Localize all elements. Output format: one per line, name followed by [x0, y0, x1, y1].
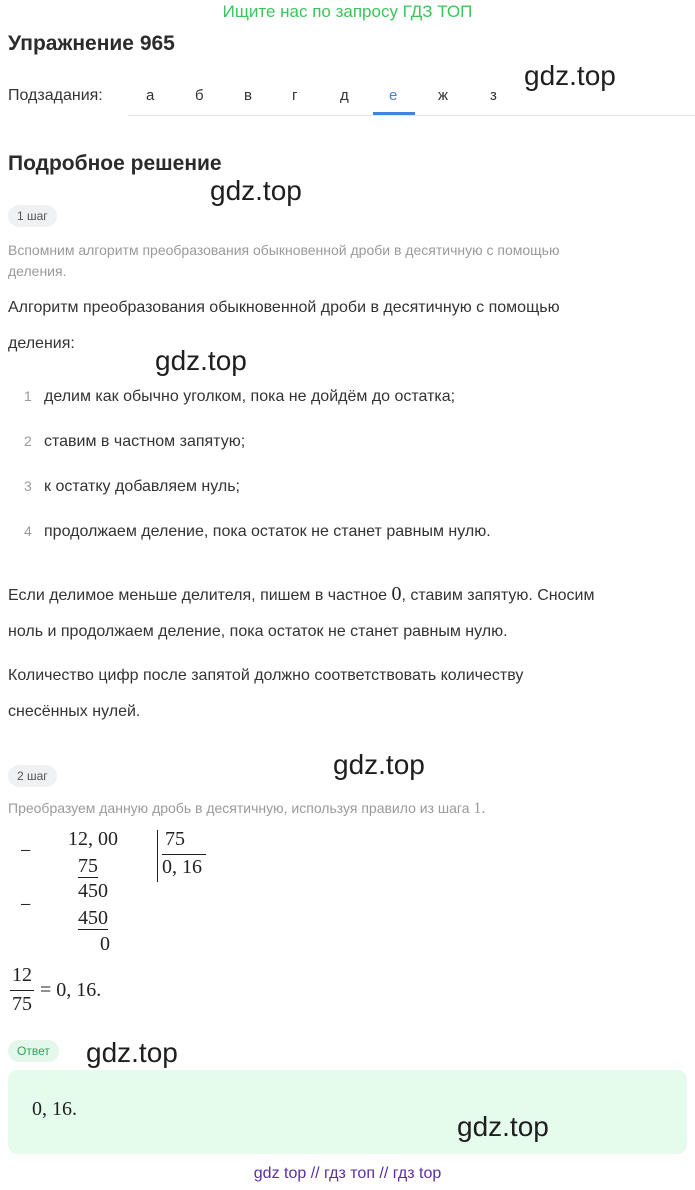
step-badge: 1 шаг: [8, 205, 57, 227]
step-hint: [8, 798, 688, 819]
math-zero: 0: [391, 583, 402, 605]
footer-links[interactable]: gdz top // гдз топ // гдз top: [253, 1165, 442, 1182]
subtask-tab-e[interactable]: е: [389, 87, 398, 104]
text-line: снесённых нулей.: [8, 703, 141, 720]
dividend: 12, 00: [68, 828, 118, 850]
subtask-tab-a[interactable]: а: [146, 87, 155, 104]
list-text: продолжаем деление, пока остаток не станет равным нулю.: [44, 523, 491, 540]
list-item: [24, 433, 246, 451]
list-text: ставим в частном запятую;: [44, 433, 246, 450]
hint-step-number: 1.: [473, 800, 486, 817]
text-line: Алгоритм преобразования обыкновенной дроби в десятичную с помощью: [8, 299, 560, 316]
list-item: [24, 523, 491, 541]
subtask-tab-zh[interactable]: ж: [438, 87, 449, 104]
division-vertical-line: [157, 830, 158, 882]
subtask-tab-d[interactable]: д: [340, 87, 349, 104]
fraction-result: = 0, 16.: [40, 979, 102, 1001]
subtask-tab-v[interactable]: в: [244, 87, 252, 104]
algorithm-intro: [8, 290, 688, 362]
search-banner[interactable]: Ищите нас по запросу ГДЗ ТОП: [222, 2, 473, 21]
text-segment: , ставим запятую. Сносим: [401, 587, 595, 604]
watermark: gdz.top: [333, 749, 425, 780]
minus-sign: −: [20, 894, 32, 916]
list-item: [24, 478, 240, 496]
subtasks-label: Подзадания:: [8, 87, 103, 104]
list-number: 2: [24, 433, 32, 449]
hint-line: деления.: [8, 263, 67, 279]
final-remainder: 0: [100, 933, 110, 955]
watermark: gdz.top: [524, 60, 616, 91]
text-line: деления:: [8, 335, 75, 352]
fraction-bar: [10, 990, 34, 991]
digits-paragraph: [8, 658, 688, 730]
hint-line: Вспомним алгоритм преобразования обыкновенной дроби в десятичную с помощью: [8, 242, 560, 258]
list-item: [24, 388, 456, 406]
watermark: gdz.top: [155, 345, 247, 376]
first-remainder: 450: [78, 880, 108, 902]
list-number: 3: [24, 478, 32, 494]
text-line: Количество цифр после запятой должно соответствовать количеству: [8, 667, 524, 684]
list-text: делим как обычно уголком, пока не дойдём до остатка;: [44, 388, 456, 405]
answer-value: 0, 16.: [32, 1098, 77, 1120]
rule-paragraph: [8, 576, 688, 650]
active-tab-underline: [373, 112, 415, 115]
step-badge: 2 шаг: [8, 765, 57, 787]
text-line: ноль и продолжаем деление, пока остаток не станет равным нулю.: [8, 623, 508, 640]
subtask-tab-b[interactable]: б: [195, 87, 204, 104]
second-subtrahend: 450: [78, 907, 108, 929]
list-number: 1: [24, 388, 32, 404]
step-hint: [8, 240, 688, 282]
watermark: gdz.top: [457, 1111, 549, 1142]
watermark: gdz.top: [210, 175, 302, 206]
fraction-numerator: 12: [12, 964, 32, 986]
quotient: 0, 16: [162, 856, 202, 878]
subtask-tab-z[interactable]: з: [490, 87, 497, 104]
list-number: 4: [24, 523, 32, 539]
minus-sign: −: [20, 840, 32, 862]
text-line: [8, 576, 688, 614]
list-text: к остатку добавляем нуль;: [44, 478, 240, 495]
answer-badge: Ответ: [8, 1040, 59, 1062]
text-segment: Если делимое меньше делителя, пишем в частное: [8, 587, 392, 604]
subtask-tab-g[interactable]: г: [292, 87, 298, 104]
watermark: gdz.top: [86, 1037, 178, 1068]
divisor: 75: [165, 828, 185, 850]
solution-title: Подробное решение: [8, 152, 222, 175]
first-subtrahend: 75: [78, 855, 98, 877]
hint-text: Преобразуем данную дробь в десятичную, используя правило из шага: [8, 800, 474, 816]
fraction-denominator: 75: [12, 993, 32, 1015]
exercise-title: Упражнение 965: [8, 32, 175, 55]
answer-box: [8, 1070, 687, 1154]
divisor-underline: [162, 854, 206, 855]
